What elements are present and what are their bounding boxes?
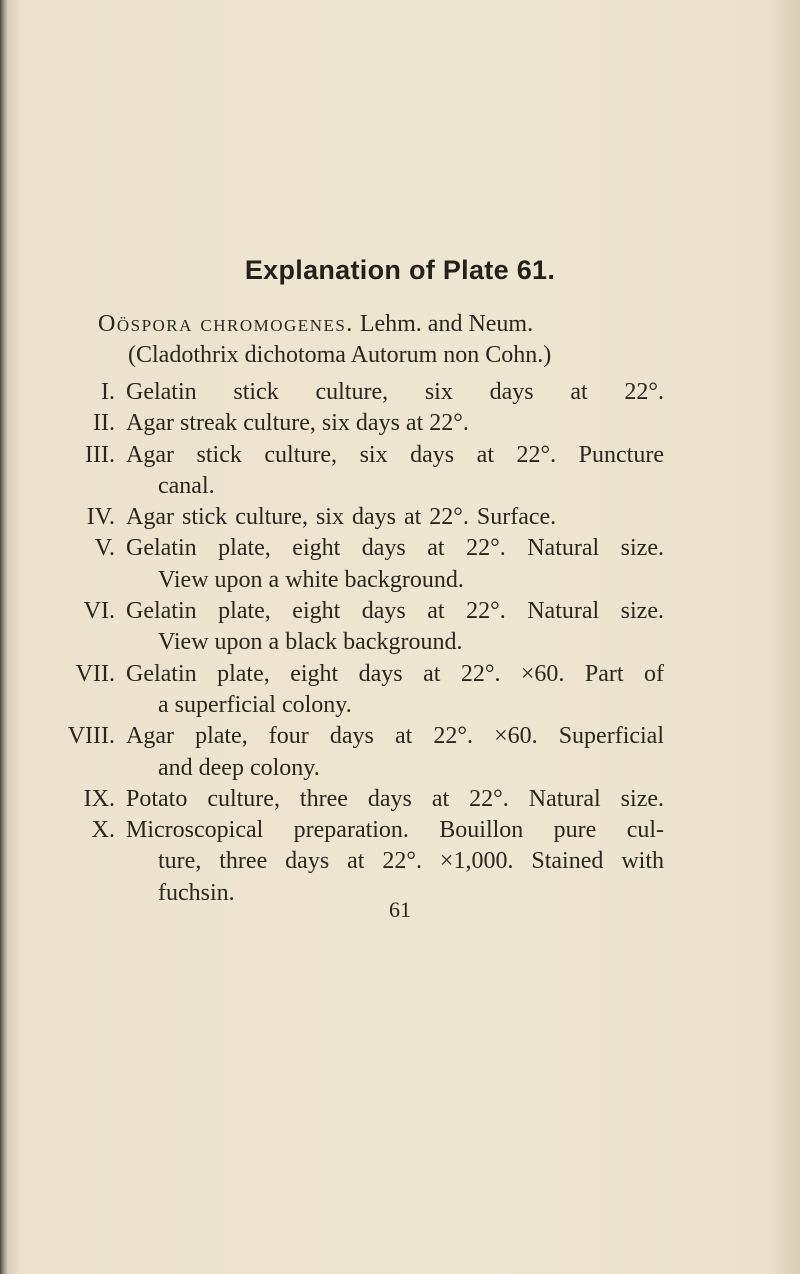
- figure-entry: [0, 721, 800, 784]
- figure-numeral: X.: [91, 817, 115, 844]
- figure-description-continued: View upon a black background.: [158, 629, 463, 656]
- figure-description: Gelatin stick culture, six days at 22°.: [126, 379, 664, 405]
- figure-entry: [0, 596, 800, 659]
- figure-description-continued: fuchsin.: [158, 879, 235, 906]
- figure-description: Microscopical preparation. Bouillon pure cul-: [126, 817, 664, 844]
- figure-entry: [0, 377, 800, 408]
- page-number: 61: [389, 897, 411, 922]
- figure-numeral: IV.: [86, 504, 115, 531]
- figure-numeral: V.: [94, 535, 115, 562]
- figure-entry: [0, 784, 800, 815]
- figure-description: Gelatin plate, eight days at 22°. ×60. Part of: [126, 660, 664, 687]
- plate-title: Explanation of Plate 61.: [244, 255, 556, 285]
- figure-description: Agar stick culture, six days at 22°. Surface.: [126, 504, 557, 531]
- species-name: Oöspora chromogenes.: [98, 311, 354, 337]
- figure-description: Gelatin plate, eight days at 22°. Natural size.: [126, 598, 664, 625]
- species-line: [98, 311, 533, 338]
- figure-description: Agar stick culture, six days at 22°. Puncture: [126, 441, 664, 468]
- figure-description: Gelatin plate, eight days at 22°. Natural size.: [126, 535, 664, 562]
- species-authority: Lehm. and Neum.: [359, 311, 534, 337]
- figure-description-continued: and deep colony.: [158, 754, 320, 781]
- figure-numeral: II.: [93, 410, 115, 437]
- synonym-line: (Cladothrix dichotoma Autorum non Cohn.): [128, 342, 552, 368]
- figure-description-continued: ture, three days at 22°. ×1,000. Stained with: [158, 848, 664, 875]
- figure-numeral: IX.: [83, 785, 115, 812]
- figure-numeral: VI.: [83, 598, 115, 625]
- figure-description: Agar streak culture, six days at 22°.: [126, 410, 469, 437]
- figure-entry: [0, 502, 800, 533]
- figure-entry: [0, 815, 800, 909]
- figure-entry: [0, 659, 800, 722]
- figure-description-continued: a superficial colony.: [158, 691, 352, 718]
- figure-numeral: VIII.: [67, 723, 115, 750]
- figure-description-continued: canal.: [158, 472, 215, 499]
- figure-entry: [0, 440, 800, 503]
- figure-description: Agar plate, four days at 22°. ×60. Superficial: [126, 723, 664, 750]
- figure-description: Potato culture, three days at 22°. Natural size.: [126, 785, 664, 812]
- figure-description-continued: View upon a white background.: [158, 566, 464, 593]
- figure-numeral: I.: [101, 379, 115, 405]
- figure-numeral: VII.: [75, 660, 115, 687]
- figure-numeral: III.: [85, 441, 115, 468]
- figure-entry: [0, 533, 800, 596]
- figure-entry: [0, 408, 800, 439]
- figure-list: [0, 377, 800, 909]
